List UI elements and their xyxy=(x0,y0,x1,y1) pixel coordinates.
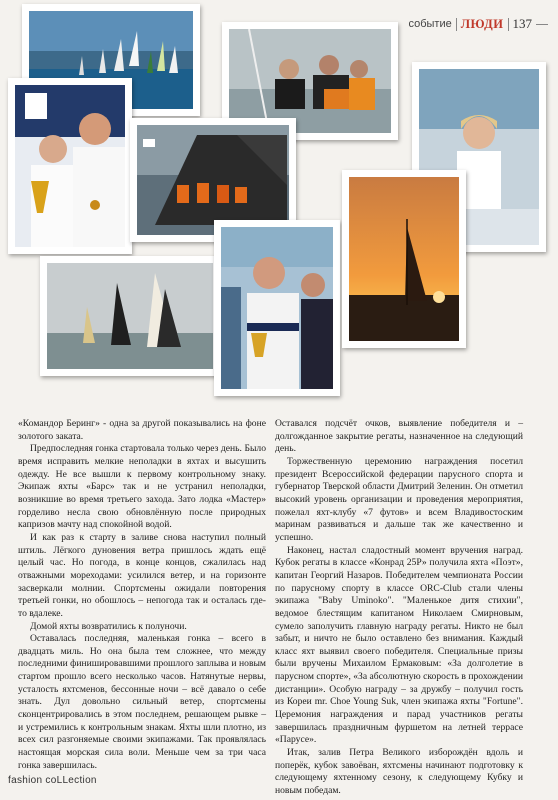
paragraph: И как раз к старту в заливе снова наступил полный штиль. Лёгкого дуновения ветра пришлось ждать ещё целый час. Но погода, в конце концов, сжалилась над отважными мореходами: усилился ветер, и на горизонте засверкали молнии. Спортсмены ожидали повторения третьей гонки, но обошлось – непогода так и осталась где-то вдалеке. xyxy=(18,531,266,619)
text-column-left xyxy=(18,418,266,772)
header-rule xyxy=(536,24,548,25)
paragraph: Итак, залив Петра Великого изборождён вдоль и поперёк, кубок завоёван, яхтсмены начинают подготовку к следующему яхтенному сезону, к следующему Кубку и новым победам. xyxy=(275,747,523,797)
section-label: событие xyxy=(408,18,452,30)
paragraph: Домой яхты возвратились к полуночи. xyxy=(30,620,187,632)
page-header xyxy=(408,16,548,32)
section-title: ЛЮДИ xyxy=(460,16,504,31)
three-yachts-photo xyxy=(40,256,220,376)
paragraph: Оставался подсчёт очков, выявление победителя и – долгожданное закрытие регаты, назначенное на следующий день. xyxy=(275,418,523,455)
paragraph: Оставалась последняя, маленькая гонка – всего в двадцать миль. Но она была тем сложнее, что между последними финишировавшими прошлого заплыва и новым стартом прошло всего несколько часов. Натянутые нервы, усталость яхтсменов, бессонные ночи – всё давало о себе знать. Дул довольно сильный ветер, спортсмены сконцентрировались в этом последнем, решающем рывке – и устремились к контрольным знакам. Яхты шли плотно, из всех сил разгоняемые своими экипажами. Так проявлялась настоящая морская сила воли. Меньше чем за три часа гонка завершилась. xyxy=(18,633,266,771)
paragraph: Предпоследняя гонка стартовала только через день. Было время исправить мелкие неполадки в яхтах и высушить одежду. Не все вышли к первому контрольному знаку. Экипаж яхты «Барс» так и не устранил неполадки, возникшие во время третьего захода. Зато лодка «Мастер» горделиво несла свою обновлённую после природных капризов мачту над спокойной водой. xyxy=(18,443,266,531)
page-number: 137 xyxy=(512,16,532,31)
paragraph: Торжественную церемонию награждения посетил президент Всероссийской федерации парусного спорта и губернатор Тверской области Дмитрий Зеленин. Он отметил высокий уровень организации и проведения мероприятия, пожелал яхт-клубу «7 футов» и всем Владивостоским маринам развиваться и дальше так же качественно и успешно. xyxy=(275,455,523,543)
text-column-right xyxy=(275,418,523,798)
header-divider xyxy=(508,18,509,31)
winners-trophy-photo xyxy=(8,78,132,254)
trophy-award-photo xyxy=(214,220,340,396)
sunset-sail-photo xyxy=(342,170,466,348)
header-divider xyxy=(456,18,457,31)
magazine-name: fashion coLLection xyxy=(8,775,97,786)
paragraph: Наконец, настал сладостный момент вручения наград. Кубок регаты в классе «Конрад 25Р» получила яхта «Поэт», капитан Георгий Назаров. Победителем чемпионата России по парусному спорту в классе ORC-Club стали члены экипажа "Baby Uminoko". "Маленькое дитя стихии", ведомое блестящим капитаном Николаем Смирновым, сумело заполучить главную награду регаты. Никто не был забыт, и ничто не было оставлено без внимания. Каждый класс яхт выявил своего победителя. Специальные призы были вручены Михаилом Ермаковым: «За долголетие в парусном спорте», «За абсолютную скорость в прохождении дистанции». Особую награду – за дружбу – получил гость из Кореи mr. Choe Young Suk, член экипажа яхты "Fortune". Церемония награждения и парад участников регаты завершилась праздничным фуршетом на летней террасе «Парусе». xyxy=(275,544,523,746)
paragraph: «Командор Беринг» - одна за другой показывались на фоне золотого заката. xyxy=(18,418,266,442)
